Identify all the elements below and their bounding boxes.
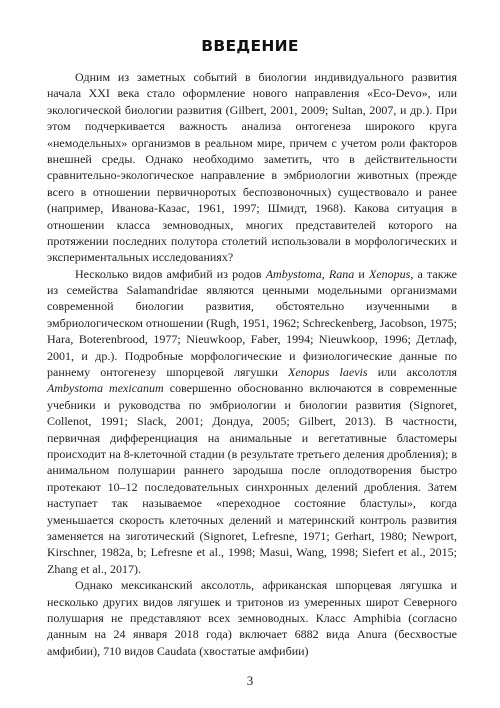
species-name: Xenopus: [369, 266, 411, 281]
page-number: 3: [246, 673, 254, 688]
text-run: совершенно обоснованно включаются в современные учебники и руководства по эмбриологии и биологии развития (Signoret, Collenot, 1991; Slack, 2001; Дондуа, 2005; Gilbert, 2013). В частности, первичная дифференциация на анимальные и вегетативные бластомеры происходит на 8-клеточной стадии (в результате третьего деления дробления); в анимальном полушарии раннего зародыша после оплодотворения быстро протекают 10–12 последовательных синхронных делений дробления. Затем наступает так называемое «переходное состояние бластулы», когда уменьшается скорость клеточных делений и материнский контроль развития заменяется на зиготический (Signoret, Lefresne, 1971; Gerhart, 1980; Newport, Kirschner, 1982a, b; Lefresne et al., 1998; Masui, Wang, 1998; Siefert et al., 2015; Zhang et al., 2017).: [47, 381, 457, 576]
species-name: Rana: [328, 266, 355, 281]
species-name: Ambystoma: [265, 266, 322, 281]
paragraph: [47, 266, 457, 577]
text-run: Однако мексиканский аксолотль, африканская шпорцевая лягушка и несколько других видов лягушек и тритонов из умеренных широт Северного полушария не представляют всех земноводных. Класс Amphibia (согласно данным на 24 января 2018 года) включает 6882 вида Anura (бесхвостые амфибии), 710 видов Caudata (хвостатые амфибии): [47, 578, 457, 658]
text-run: , а также из семейства Salamandridae являются ценными модельными организмами современной биологии развития, обстоятельно изученными в эмбриологическом отношении (Rugh, 1951, 1962; Schreckenberg, Jacobson, 1975; Hara, Boterenbrood, 1977; Nieuwkoop, Faber, 1994; Nieuwkoop, 1996; Детлаф, 2001, и др.). Подробные морфологические и физиологические данные по раннему онтогенезу шпорцевой лягушки: [47, 266, 457, 380]
species-name: Ambystoma mexicanum: [47, 381, 164, 396]
text-run: или аксолотля: [367, 365, 457, 380]
text-run: Одним из заметных событий в биологии индивидуального развития начала XXI века стало оформление нового направления «Eco-Devo», или экологической биологии развития (Gilbert, 2001, 2009; Sultan, 2007, и др.). При этом подчеркивается важность анализа онтогенеза широкого круга «немодельных» организмов в реальном мире, причем с учетом роли факторов внешней среды. Однако необходимо заметить, что в действительности сравнительно-экологическое направление в эмбриологии животных (прежде всего в отношении первичноротых беспозвоночных) существовало и ранее (например, Иванова-Казас, 1961, 1997; Шмидт, 1968). Какова ситуация в отношении класса земноводных, многих представителей которого на протяжении последних полутора столетий использовали в морфологических и экспериментальных исследованиях?: [47, 70, 457, 265]
text-run: Несколько видов амфибий из родов: [75, 266, 266, 281]
species-name: Xenopus laevis: [288, 365, 368, 380]
paragraph: [47, 69, 457, 266]
text-run: и: [354, 266, 369, 281]
text-run: ,: [321, 266, 329, 281]
chapter-heading: ВВЕДЕНИЕ: [201, 37, 299, 55]
paragraph: [47, 577, 457, 659]
body-text: [47, 69, 457, 659]
